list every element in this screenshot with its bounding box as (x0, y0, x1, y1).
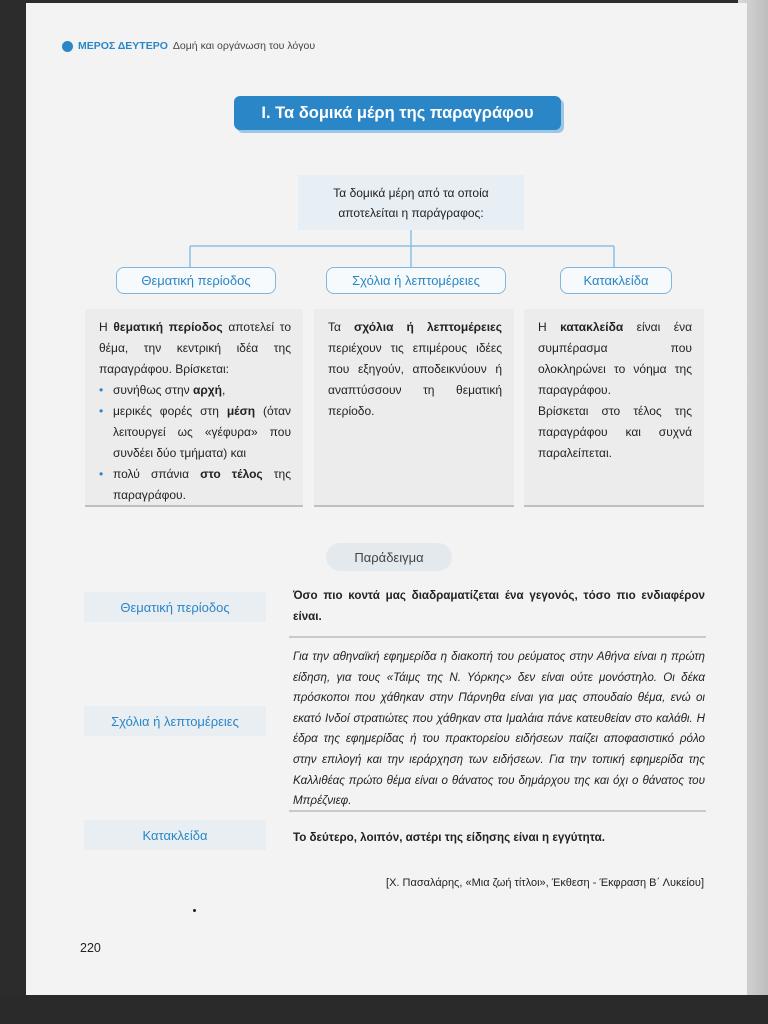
conclusion-text: Η κατακλείδα είναι ένα συμπέρασμα που ολοκληρώνει το νόημα της παραγράφου. (538, 320, 693, 397)
column-thematic-sentence (85, 309, 303, 507)
part-subtitle: Δομή και οργάνωση του λόγου (172, 40, 316, 52)
example-label-conclusion: Κατακλείδα (84, 820, 266, 850)
conclusion-text-2: Βρίσκεται στο τέλος της παραγράφου και συχνά παραλείπεται. (538, 404, 692, 460)
bullet-icon: • (99, 467, 104, 481)
thematic-intro: Η θεματική περίοδος αποτελεί το θέμα, την κεντρική ιδέα της παραγράφου. Βρίσκεται: (99, 320, 292, 376)
list-item: • πολύ σπάνια στο τέλος της παραγράφου. (99, 464, 291, 506)
connector-lines (0, 0, 768, 300)
scan-speck (193, 909, 196, 912)
part-label: ΜΕΡΟΣ ΔΕΥΤΕΡΟ (78, 40, 168, 52)
example-label-thematic: Θεματική περίοδος (84, 592, 266, 622)
example-divider (289, 636, 706, 638)
category-comments-details: Σχόλια ή λεπτομέρειες (326, 267, 506, 294)
example-label-details: Σχόλια ή λεπτομέρειες (84, 706, 266, 736)
category-conclusion: Κατακλείδα (560, 267, 672, 294)
scan-bottom-edge (0, 995, 768, 1024)
source-citation: [Χ. Πασαλάρης, «Μια ζωή τίτλοι», Έκθεση - Έκφραση Β΄ Λυκείου] (386, 877, 704, 889)
example-divider (289, 810, 706, 812)
comments-text: Τα σχόλια ή λεπτομέρειες περιέχουν τις επιμέρους ιδέες που εξηγούν, αποδεικνύουν ή αναπτύσσουν τη θεματική περίοδο. (328, 320, 502, 418)
column-comments-details (314, 309, 514, 507)
section-title: I. Τα δομικά μέρη της παραγράφου (234, 96, 561, 130)
page-number: 220 (80, 941, 101, 955)
example-conclusion-text: Το δεύτερο, λοιπόν, αστέρι της είδησης είναι η εγγύτητα. (293, 831, 605, 844)
list-item: • μερικές φορές στη μέση (όταν λειτουργεί ως «γέφυρα» που συνδέει δύο τμήματα) και (99, 401, 291, 464)
example-thematic-text: Όσο πιο κοντά μας διαδραματίζεται ένα γεγονός, τόσο πιο ενδιαφέρον είναι. (293, 589, 705, 623)
diagram-root-line2: αποτελείται η παράγραφος: (338, 205, 484, 220)
diagram-root-line1: Τα δομικά μέρη από τα οποία (333, 185, 489, 200)
bullet-icon: • (99, 404, 104, 418)
example-heading: Παράδειγμα (326, 543, 452, 571)
category-thematic-sentence: Θεματική περίοδος (116, 267, 276, 294)
bullet-icon: • (99, 383, 104, 397)
column-conclusion (524, 309, 704, 507)
list-item: • συνήθως στην αρχή, (99, 380, 291, 401)
example-details-text: Για την αθηναϊκή εφημερίδα η διακοπή του ρεύματος στην Αθήνα είναι η πρώτη είδηση, για τους «Τάιμς της Ν. Υόρκης» δεν είναι ούτε μονόστηλο. Οι δέκα πρόσκοποι που χάθηκαν στην Πάρνηθα είναι για μας σπουδαίο θέμα, ενώ οι εκατό Ινδοί στρατιώτες που χάθηκαν στα Ιμαλάια πάνε κατευθείαν στο καλάθι. Η έδρα της εφημερίδας ή του πρακτορείου ειδήσεων παίζει αποφασιστικό ρόλο στην επιλογή και την ιεράρχηση των ειδήσεων. Για την τοπική εφημερίδα της Καλλιθέας πρώτο θέμα είναι ο θάνατος του δημάρχου της και όχι ο θάνατος του Μπρέζνιεφ. (293, 650, 705, 808)
